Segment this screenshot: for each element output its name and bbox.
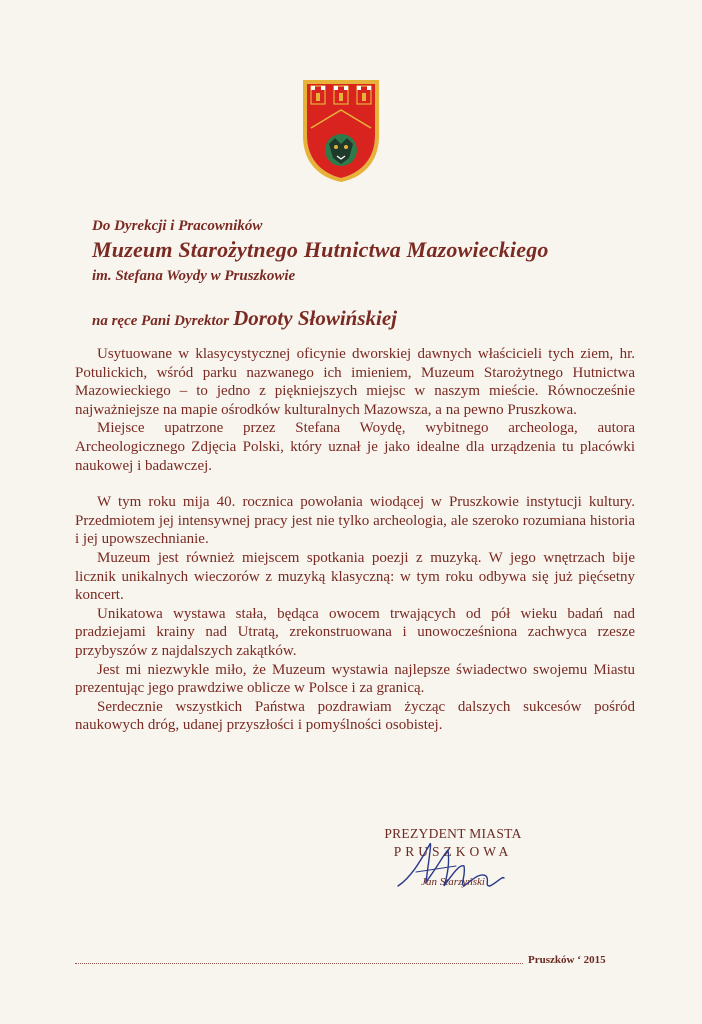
footer-divider — [75, 963, 523, 964]
letter-body — [75, 345, 635, 735]
paragraph: Usytuowane w klasycystycznej oficynie dworskiej dawnych właścicieli tych ziem, hr. Potulickich, wśród parku nazwanego ich imieniem, Muzeum Starożytnego Hutnictwa Mazowieckiego – to jedno z piękniejszych miejsc w naszym mieście. Równocześnie najważniejsze na mapie ośrodków kulturalnych Mazowsza, a na pewno Pruszkowa. — [75, 346, 635, 418]
paragraph: Serdecznie wszystkich Państwa pozdrawiam życząc dalszych sukcesów pośród naukowych dróg, udanej przyszłości i pomyślności osobistej. — [75, 698, 635, 734]
museum-name: Muzeum Starożytnego Hutnictwa Mazowieckiego — [92, 237, 549, 262]
attention-line — [92, 306, 397, 331]
paragraph: Unikatowa wystawa stała, będąca owocem trwających od pół wieku badań nad pradziejami krainy nad Utratą, zrekonstruowana i unowocześniona zachwyca rzesze przybyszów z najdalszych zakątków. — [75, 605, 635, 659]
addressee-line-1: Do Dyrekcji i Pracowników — [92, 218, 263, 234]
attention-name: Doroty Słowińskiej — [233, 306, 398, 330]
signatory-name: Jan Starzyński — [421, 876, 485, 888]
addressee-block — [92, 217, 652, 285]
place-date: Pruszków ‘ 2015 — [528, 954, 606, 966]
signature-title-1: PREZYDENT MIASTA — [384, 826, 522, 841]
paragraph: Muzeum jest również miejscem spotkania poezji z muzyką. W jego wnętrzach bije licznik unikalnych wieczorów z muzyką klasyczną: w tym roku odbywa się już pięćsetny koncert. — [75, 549, 635, 604]
museum-patron: im. Stefana Woydy w Pruszkowie — [92, 268, 296, 284]
paragraph: W tym roku mija 40. rocznica powołania wiodącej w Pruszkowie instytucji kultury. Przedmiotem jej intensywnej pracy jest nie tylko archeologia, ale szeroko rozumiana historia i jej upowszechnianie. — [75, 494, 635, 548]
signature-block — [368, 826, 538, 888]
paragraph: Miejsce upatrzone przez Stefana Woydę, wybitnego archeologa, autora Archeologicznego Zdjęcia Polski, który uznał je jako idealne dla urządzenia tu placówki naukowej i badawczej. — [75, 420, 635, 474]
paragraph: Jest mi niezwykle miło, że Muzeum wystawia najlepsze świadectwo swojemu Miastu prezentując jego prawdziwe oblicze w Polsce i za granicą. — [75, 661, 635, 697]
attention-prefix: na ręce Pani Dyrektor — [92, 313, 230, 329]
signature-title-2: PRUSZKOWA — [393, 844, 513, 859]
coat-of-arms-icon — [301, 78, 381, 184]
